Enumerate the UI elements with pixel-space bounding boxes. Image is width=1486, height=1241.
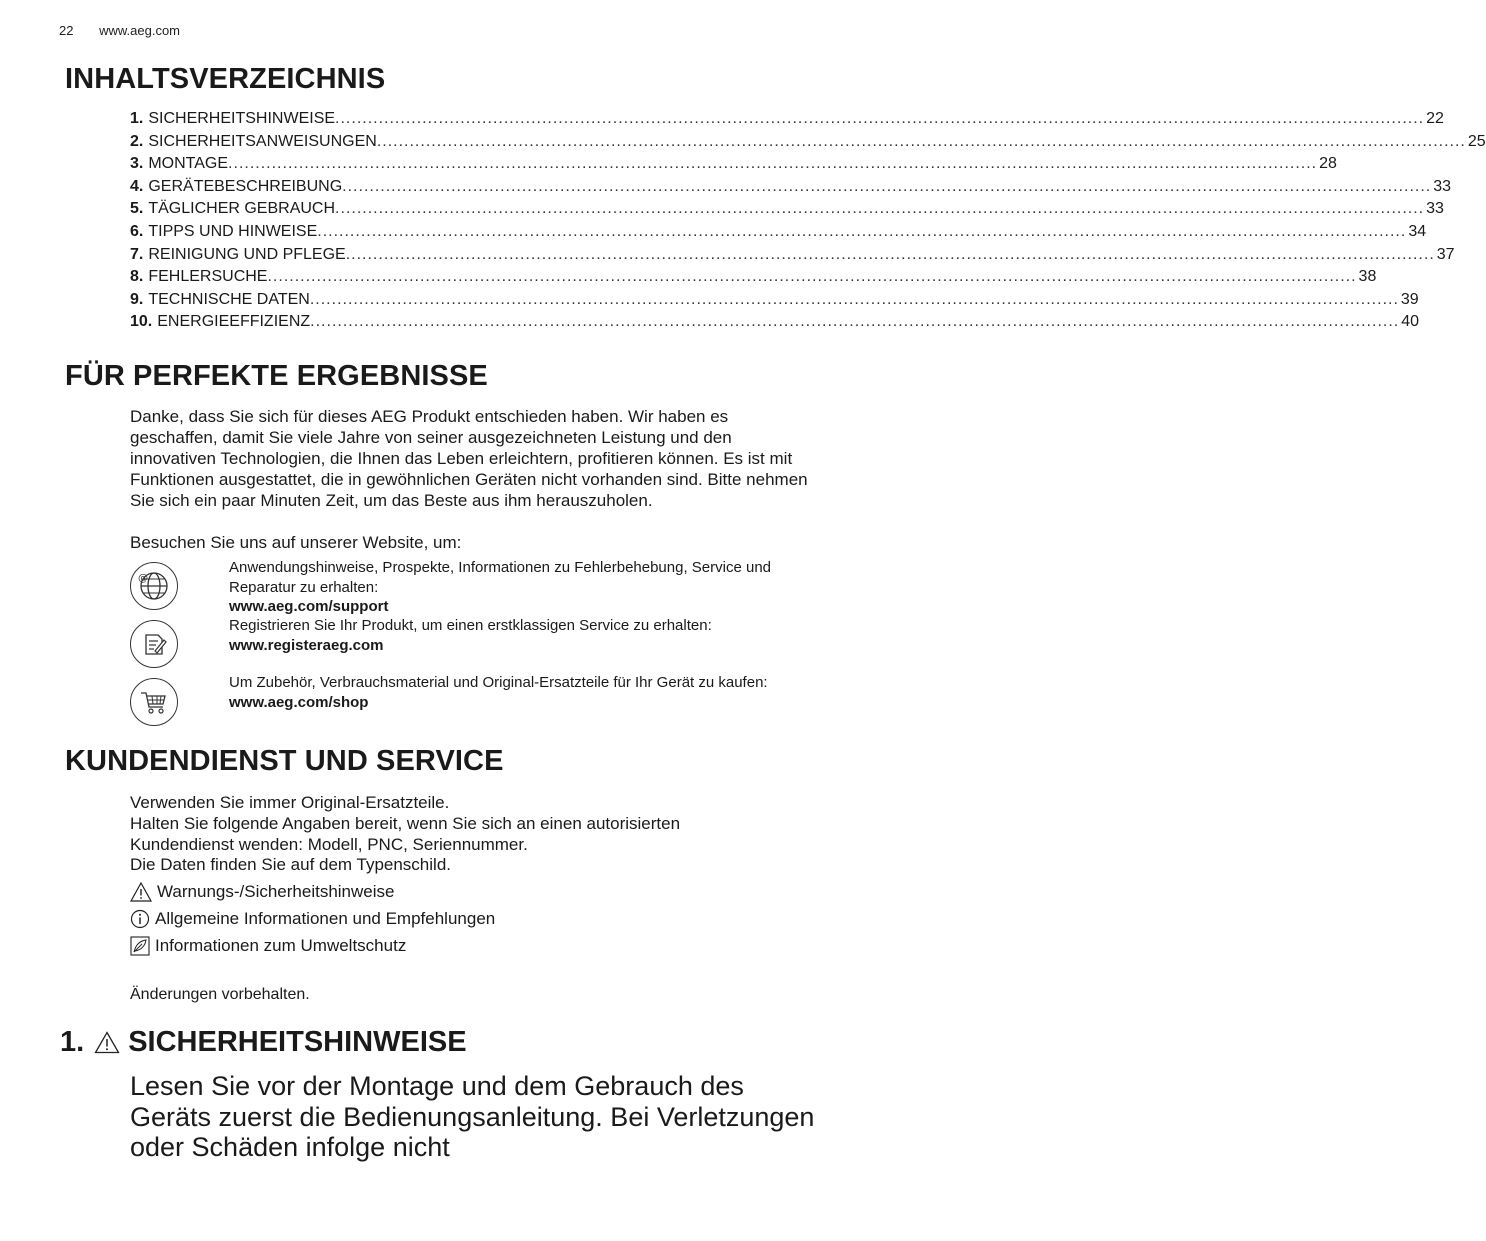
register-link[interactable]: www.registeraeg.com <box>229 636 384 654</box>
toc-leader-dots: ........................................................................................................................................................................................................ <box>335 200 1425 218</box>
service-line-original-parts: Verwenden Sie immer Original-Ersatzteile. <box>130 793 450 812</box>
toc-title: INHALTSVERZEICHNIS <box>65 63 386 95</box>
register-item-text: Registrieren Sie Ihr Produkt, um einen erstklassigen Service zu erhalten: <box>229 617 712 634</box>
toc-entry[interactable] <box>130 222 1427 246</box>
svg-text:@: @ <box>138 573 148 584</box>
toc-entry[interactable] <box>130 245 1455 269</box>
toc-entry-page: 40 <box>1401 313 1420 331</box>
toc-entry-label: SICHERHEITSHINWEISE <box>148 110 336 127</box>
register-icon <box>130 620 178 668</box>
legend-label-warning: Warnungs-/Sicherheitshinweise <box>157 881 395 901</box>
shop-link[interactable]: www.aeg.com/shop <box>229 693 369 711</box>
toc-entry[interactable] <box>130 313 1420 336</box>
section-number: 1. <box>60 1026 85 1058</box>
header-url[interactable]: www.aeg.com <box>99 23 181 38</box>
toc-entry-page: 28 <box>1319 155 1337 173</box>
visit-text: Besuchen Sie uns auf unserer Website, um: <box>130 533 462 552</box>
toc-entry[interactable] <box>130 268 1377 291</box>
toc-entry-number: 8. <box>130 268 144 286</box>
toc-entry-label: SICHERHEITSANWEISUNGEN <box>148 132 377 150</box>
toc-entry[interactable] <box>130 132 1486 156</box>
toc-entry-label: FEHLERSUCHE <box>148 268 268 286</box>
toc-entry[interactable] <box>130 110 1444 133</box>
toc-entry-page: 37 <box>1436 245 1455 263</box>
toc-entry-page: 34 <box>1408 222 1427 240</box>
toc-entry[interactable] <box>130 290 1419 314</box>
toc-entry-number: 9. <box>130 290 144 308</box>
toc-entry-label: MONTAGE <box>148 155 229 173</box>
toc-leader-dots: ........................................................................................................................................................................................................ <box>335 110 1425 127</box>
changes-note: Änderungen vorbehalten. <box>130 986 310 1003</box>
intro-paragraph: Danke, dass Sie sich für dieses AEG Produkt entschieden haben. Wir haben es geschaffen, damit Sie viele Jahre von seiner ausgezeichneten Leistung und den innovativen Technologien, die Ihnen das Leben erleichtern, profitieren können. Es ist mit Funktionen ausgestattet, die in gewöhnlichen Geräten nicht vorhanden sind. Bitte nehmen Sie sich ein paar Minuten Zeit, um das Beste aus ihm herauszuholen. <box>130 407 808 510</box>
toc-entry[interactable] <box>130 177 1452 201</box>
toc-entry-page: 39 <box>1400 290 1419 308</box>
toc-entry-number: 5. <box>130 200 144 218</box>
toc-leader-dots: ........................................................................................................................................................................................................ <box>310 313 1400 331</box>
toc-entry-label: TÄGLICHER GEBRAUCH <box>148 200 336 218</box>
warning-icon <box>94 1031 120 1054</box>
page-number: 22 <box>59 23 74 38</box>
service-line-details: Halten Sie folgende Angaben bereit, wenn Sie sich an einen autorisierten Kundendienst wenden: Modell, PNC, Seriennummer. <box>130 814 681 854</box>
toc-entry-page: 33 <box>1433 177 1452 195</box>
toc-entry-number: 2. <box>130 132 144 150</box>
toc-entry-label: TIPPS UND HINWEISE <box>148 222 318 240</box>
toc-leader-dots: ........................................................................................................................................................................................................ <box>345 245 1435 263</box>
toc-entry-page: 25 <box>1467 132 1486 150</box>
toc-entry-page: 33 <box>1426 200 1444 218</box>
warning-icon <box>130 882 152 902</box>
globe-icon <box>130 562 178 610</box>
section-title: SICHERHEITSHINWEISE <box>128 1026 467 1058</box>
service-title: KUNDENDIENST UND SERVICE <box>65 745 504 777</box>
toc-entry-number: 7. <box>130 245 144 263</box>
toc-entry-number: 6. <box>130 222 144 240</box>
perfect-results-title: FÜR PERFEKTE ERGEBNISSE <box>65 360 488 392</box>
toc-entry[interactable] <box>130 200 1444 223</box>
toc-entry-number: 1. <box>130 110 144 127</box>
support-item-text: Anwendungshinweise, Prospekte, Informationen zu Fehlerbehebung, Service und Reparatur zu erhalten: <box>229 559 772 596</box>
toc-leader-dots: ........................................................................................................................................................................................................ <box>267 268 1357 286</box>
leaf-icon <box>130 936 150 956</box>
safety-intro: Lesen Sie vor der Montage und dem Gebrauch des Geräts zuerst die Bedienungsanleitung. Bei Verletzungen oder Schäden infolge nicht <box>130 1071 815 1162</box>
legend-item-environment <box>130 932 495 959</box>
toc-entry-page: 22 <box>1426 110 1444 127</box>
toc-entry-number: 10. <box>130 313 153 331</box>
symbol-legend <box>130 878 495 959</box>
toc-entry[interactable] <box>130 155 1337 178</box>
legend-label-info: Allgemeine Informationen und Empfehlungen <box>155 908 496 928</box>
toc-entry-label: GERÄTEBESCHREIBUNG <box>148 177 343 195</box>
toc-leader-dots: ........................................................................................................................................................................................................ <box>342 177 1432 195</box>
toc-leader-dots: ........................................................................................................................................................................................................ <box>228 155 1318 173</box>
toc-entry-label: TECHNISCHE DATEN <box>148 290 310 308</box>
toc-entry-number: 3. <box>130 155 144 173</box>
service-line-rating-plate: Die Daten finden Sie auf dem Typenschild. <box>130 855 451 874</box>
cart-icon <box>130 678 178 726</box>
legend-item-info <box>130 905 495 932</box>
table-of-contents <box>130 110 1486 336</box>
toc-leader-dots: ........................................................................................................................................................................................................ <box>309 290 1399 308</box>
legend-item-warning <box>130 878 495 905</box>
support-link[interactable]: www.aeg.com/support <box>229 598 389 615</box>
toc-leader-dots: ........................................................................................................................................................................................................ <box>317 222 1407 240</box>
toc-entry-label: REINIGUNG UND PFLEGE <box>148 245 346 263</box>
toc-entry-number: 4. <box>130 177 144 195</box>
shop-item-text: Um Zubehör, Verbrauchsmaterial und Original-Ersatzteile für Ihr Gerät zu kaufen: <box>229 674 768 691</box>
toc-entry-page: 38 <box>1358 268 1377 286</box>
page-header <box>59 23 180 38</box>
toc-leader-dots: ........................................................................................................................................................................................................ <box>376 132 1466 150</box>
legend-label-environment: Informationen zum Umweltschutz <box>155 935 407 955</box>
safety-section-heading <box>60 1026 467 1059</box>
info-icon <box>130 909 150 929</box>
toc-entry-label: ENERGIEEFFIZIENZ <box>157 313 311 331</box>
